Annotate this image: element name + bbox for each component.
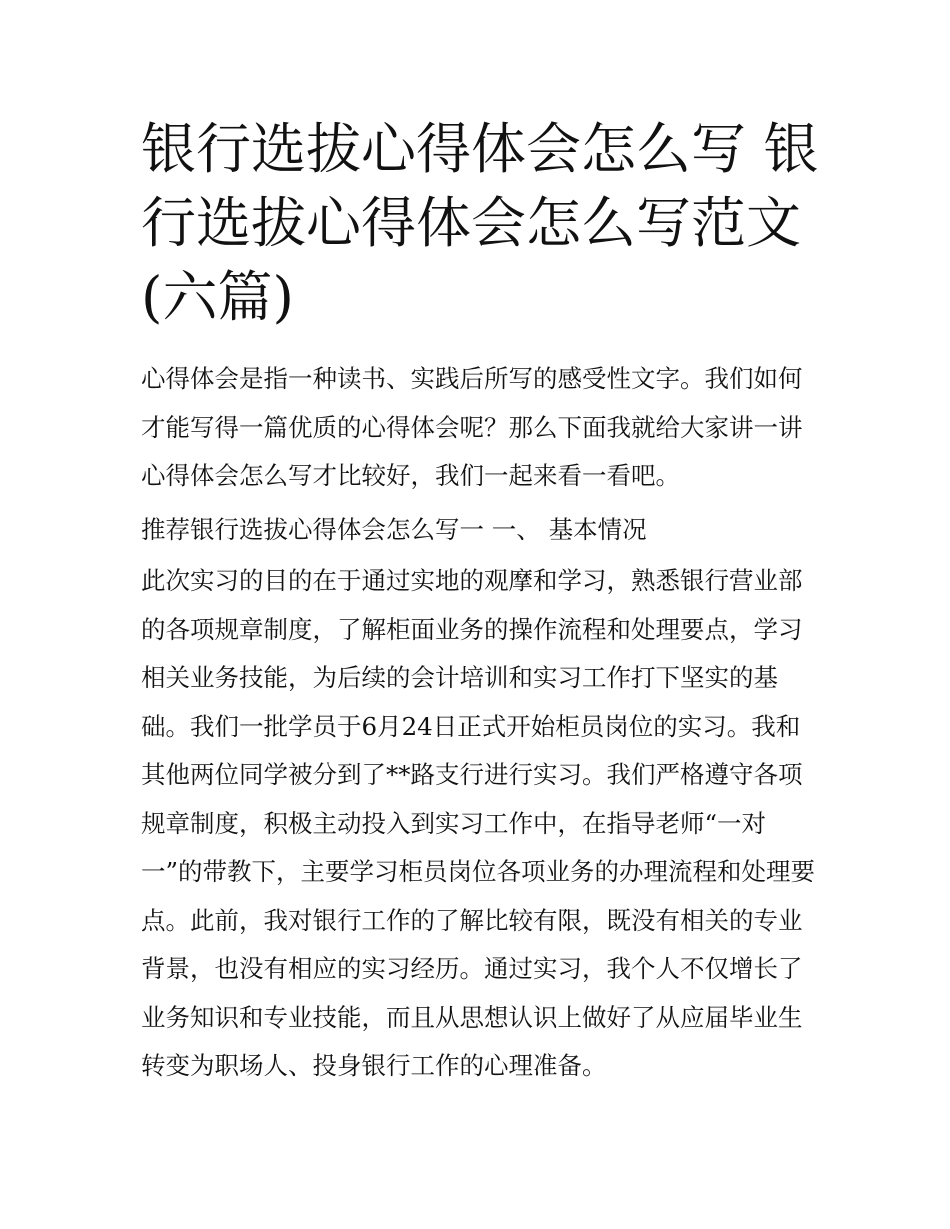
document-title: 银行选拔心得体会怎么写 银行选拔心得体会怎么写范文(六篇) (141, 117, 819, 329)
body-paragraph: 此次实习的目的在于通过实地的观摩和学习，熟悉银行营业部的各项规章制度，了解柜面业务的操作流程和处理要点，学习相关业务技能，为后续的会计培训和实习工作打下坚实的基础。我们一批学员于6月24日正式开始柜员岗位的实习。我和其他两位同学被分到了**路支行进行实习。我们严格遵守各项规章制度，积极主动投入到实习工作中，在指导老师“一对一”的带教下，主要学习柜员岗位各项业务的办理流程和处理要点。此前，我对银行工作的了解比较有限，既没有相关的专业背景，也没有相应的实习经历。通过实习，我个人不仅增长了业务知识和专业技能，而且从思想认识上做好了从应届毕业生转变为职场人、投身银行工作的心理准备。 (141, 566, 816, 1080)
section-heading: 推荐银行选拔心得体会怎么写一 一、 基本情况 (141, 515, 647, 544)
intro-paragraph: 心得体会是指一种读书、实践后所写的感受性文字。我们如何才能写得一篇优质的心得体会呢？那么下面我就给大家讲一讲心得体会怎么写才比较好，我们一起来看一看吧。 (141, 364, 803, 490)
